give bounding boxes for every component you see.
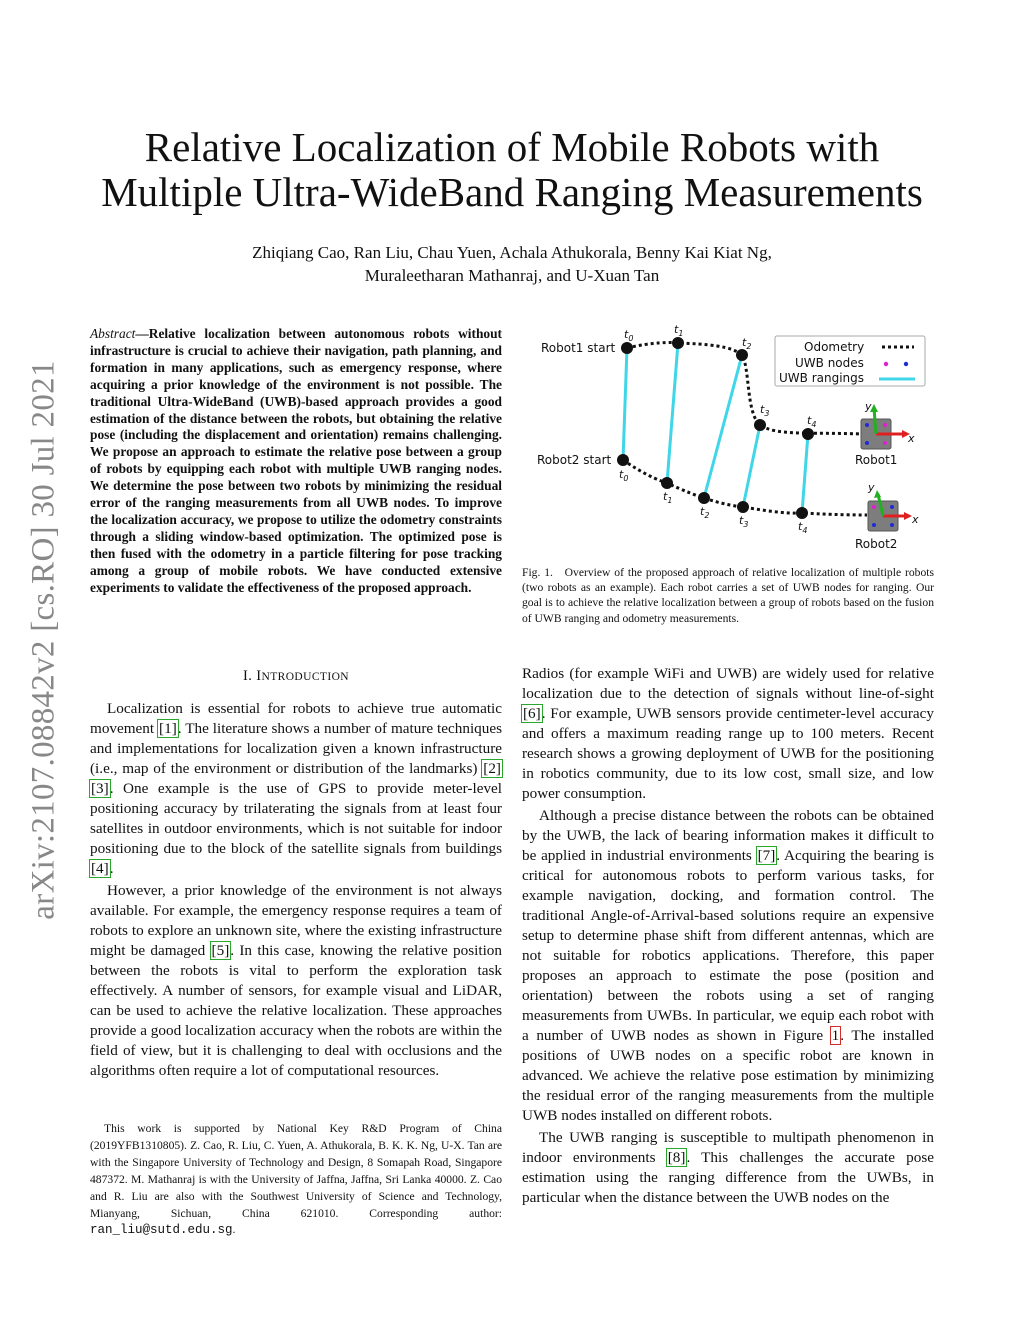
robot1-node [883,441,887,445]
footnote-text: This work is supported by National Key R&D Program of China (2019YFB1310805). Z. Cao, R. Liu, C. Yuen, A. Athukorala, B. K. K. Ng, U-X. Tan are with the Singapore University of Technology and Design, 8 Somapah Road, Singapore 487372. M. Mathanraj is with the University of Jaffna, Jaffna, Sri Lanka 40000. Z. Cao and R. Liu are also with the Southwest University of Science and Technology, Mianyang, Sichuan, China 621010. Corresponding author: [90,1122,502,1220]
label-robot1-t3 [760,403,769,418]
figure-1 [522,318,942,558]
robot1-point-t4 [802,428,814,440]
citation-link[interactable]: [7] [757,847,776,864]
legend [775,336,925,386]
robot2-label: Robot2 [855,537,898,551]
robot1-start-label: Robot1 start [541,341,616,355]
t-letter: t [700,505,705,518]
robot2-node [890,523,894,527]
t-letter: t [663,490,668,503]
label-robot2-t0 [619,468,628,483]
citation-link[interactable]: [3] [91,780,109,797]
label-robot2-t3 [739,514,748,529]
t-letter: t [619,468,624,481]
introduction-left-column [90,699,502,1081]
text-run: . For example, UWB sensors provide centimeter-level accuracy and offers a maximum reading range up to 100 meters. Recent research shows a growing deployment of UWB for the positioning in robotics community, due to its low cost, small size, and low power consumption. [522,705,934,802]
text-run: Although a precise distance between the robots can be obtained by the UWB, the lack of bearing information makes it difficult to be applied in industrial environments [522,807,934,864]
abstract [90,326,502,597]
footnote [90,1121,502,1239]
t-subscript: 1 [678,329,684,338]
caption-text: Overview of the proposed approach of relative localization of multiple robots (two robots as an example). Each robot carries a set of UWB nodes for ranging. Our goal is to achieve the relative localization between a group of robots based on the fusion of UWB ranging and odometry measurements. [522,566,934,625]
robot2-x-arrowhead [904,512,912,520]
robot2-x-label: x [912,513,919,526]
section-number: I. [243,668,257,684]
ranging-line-t0 [623,348,627,460]
caption-label: Fig. 1. [522,566,553,579]
text-run: Localization is essential for robots to achieve true automatic movement [90,700,502,737]
robot2-y-label: y [868,481,875,494]
abstract-label: Abstract [90,326,136,341]
citation-link[interactable]: [2] [483,760,501,777]
figure-1-caption [522,565,934,626]
section-heading-introduction [90,668,502,685]
legend-uwb-rangings-label: UWB rangings [779,371,865,385]
authors-line-1: Zhiqiang Cao, Ran Liu, Chau Yuen, Achala Athukorala, Benny Kai Kiat Ng, [252,243,772,262]
t-letter: t [739,514,744,527]
robot1-icon [855,400,915,467]
legend-node-magenta [884,362,888,366]
t-subscript: 3 [743,520,749,529]
robot1-node [883,423,887,427]
robot1-point-t1 [672,337,684,349]
right-paragraph-1 [522,664,934,804]
text-run: . The literature shows a number of mature techniques and implementations for localization given a known infrastructure (i.e., map of the environment or distribution of the landmarks) [90,720,503,777]
t-subscript: 2 [704,511,710,520]
ranging-line-t2 [704,355,742,498]
footnote-end: . [232,1223,236,1237]
robot1-label: Robot1 [855,453,898,467]
text-run: . This challenges the accurate pose estimation using the ranging difference from the UWBs, in particular when the distance between the UWB nodes on the [522,1149,934,1206]
section-title-initial: I [256,668,262,684]
ranging-line-t4 [802,434,808,513]
ranging-line-t3 [743,425,760,507]
t-subscript: 0 [623,474,629,483]
t-subscript: 4 [811,420,817,429]
robot1-y-label: y [865,400,872,413]
label-robot1-t4 [807,414,816,429]
t-subscript: 1 [667,496,673,505]
robot1-point-t0 [621,342,633,354]
t-subscript: 0 [628,334,634,343]
t-letter: t [742,336,747,349]
legend-uwb-nodes-label: UWB nodes [795,356,864,370]
text-run: . One example is the use of GPS to provide meter-level positioning accuracy by trilaterating the signals from at least four satellites in outdoor environments, which is not suitable for indoor positioning due to the block of the satellite signals from buildings [90,780,502,857]
arxiv-identifier: arXiv:2107.08842v2 [cs.RO] 30 Jul 2021 [25,360,62,920]
robot2-y-arrowhead [874,490,881,498]
text-run: The UWB ranging is susceptible to multipath phenomenon in indoor environments [522,1129,934,1166]
robot1-node [865,423,869,427]
t-subscript: 2 [746,342,752,351]
intro-paragraph-2 [90,881,502,1081]
text-run: . [109,860,114,877]
robot2-point-t0 [617,454,629,466]
robot2-node [872,523,876,527]
robot1-x-label: x [908,432,915,445]
label-robot1-t1 [674,323,683,338]
ranging-line-t1 [667,343,678,483]
legend-node-blue [904,362,908,366]
label-robot2-t2 [700,505,709,520]
robot2-point-t2 [698,492,710,504]
robot2-point-t3 [737,501,749,513]
robot1-point-t3 [754,419,766,431]
citation-link[interactable]: [6] [523,705,541,722]
figure-reference-link[interactable]: 1 [831,1027,840,1044]
robot1-node [865,441,869,445]
intro-paragraph-1 [90,699,502,879]
robot2-node [872,505,876,509]
title-line-1: Relative Localization of Mobile Robots with [144,124,880,170]
text-run: However, a prior knowledge of the environment is not always available. For example, the emergency response requires a team of robots to explore an unknown site, where the existing infrastructure might be damaged [90,882,502,959]
authors-line-2: Muraleetharan Mathanraj, and U-Xuan Tan [364,266,660,285]
citation-link[interactable]: [5] [211,942,230,959]
t-letter: t [674,323,679,336]
robot2-icon [855,481,919,551]
arxiv-sidebar-stamp [24,330,64,950]
section-title-rest: NTRODUCTION [261,671,349,683]
t-subscript: 4 [802,526,808,535]
right-paragraph-2 [522,806,934,1126]
corresponding-email[interactable]: ran_liu@sutd.edu.sg [90,1223,233,1238]
t-subscript: 3 [764,409,770,418]
text-run: . In this case, knowing the relative position between the robots is vital to perform the exploration task effectively. A number of sensors, for example visual and LiDAR, can be used to achieve the relative localization. These approaches provide a good localization accuracy when the robots are within the field of view, but it is challenging to deal with occlusions and the algorithms often require a lot of computational resources. [90,942,502,1079]
t-letter: t [760,403,765,416]
label-robot2-t1 [663,490,672,505]
label-robot1-t2 [742,336,751,351]
title-line-2: Multiple Ultra-WideBand Ranging Measurements [101,169,923,215]
text-run: Radios (for example WiFi and UWB) are widely used for relative localization due to the detection of signals without line-of-sight [522,665,934,702]
introduction-right-column [522,664,934,1208]
author-list [90,241,934,287]
abstract-text: —Relative localization between autonomous robots without infrastructure is crucial to achieve their navigation, path planning, and formation in many applications, such as emergency response, where acquiring a prior knowledge of the environment is not possible. The traditional Ultra-WideBand (UWB)-based approach provides a good estimation of the distance between the robots, but obtaining the relative pose (including the displacement and orientation) remains challenging. We propose an approach to estimate the relative pose between a group of robots by equipping each robot with multiple UWB ranging nodes. We determine the pose between two robots by minimizing the residual error of the ranging measurements from all UWB nodes. To improve the localization accuracy, we propose to utilize the odometry constraints through a sliding window-based optimization. The optimized pose is then fused with the odometry in a particle filtering for pose tracking among a group of mobile robots. We have conducted extensive experiments to validate the effectiveness of the proposed approach. [90,326,502,595]
legend-odometry-label: Odometry [804,340,865,354]
figure-1-diagram [522,318,942,558]
text-run: . The installed positions of UWB nodes on a specific robot are known in advanced. We achieve the relative pose estimation by minimizing the residual error of the ranging measurements from the multiple UWB nodes installed on different robots. [522,1027,935,1124]
t-letter: t [807,414,812,427]
label-robot1-t0 [624,328,633,343]
citation-link[interactable]: [8] [667,1149,686,1166]
text-run: . Acquiring the bearing is critical for autonomous robots to perform various tasks, for example navigation, docking, and formation control. The traditional Angle-of-Arrival-based solutions require an expensive setup to determine phase shift from different antennas, which are not suitable for robotics applications. Therefore, this paper proposes an approach to estimate the pose (position and orientation) between the robots using a set of ranging measurements from UWBs. In particular, we equip each robot with a number of UWB nodes as shown in Figure [522,847,935,1044]
footnote-paragraph [90,1121,502,1239]
robot2-point-t1 [661,477,673,489]
citation-link[interactable]: [4] [91,860,109,877]
robot2-start-label: Robot2 start [537,453,612,467]
t-letter: t [798,520,803,533]
right-paragraph-3 [522,1128,934,1208]
label-robot2-t4 [798,520,807,535]
citation-link[interactable]: [1] [159,720,177,737]
robot2-point-t4 [796,507,808,519]
robot2-node [890,505,894,509]
t-letter: t [624,328,629,341]
paper-title [90,125,934,215]
